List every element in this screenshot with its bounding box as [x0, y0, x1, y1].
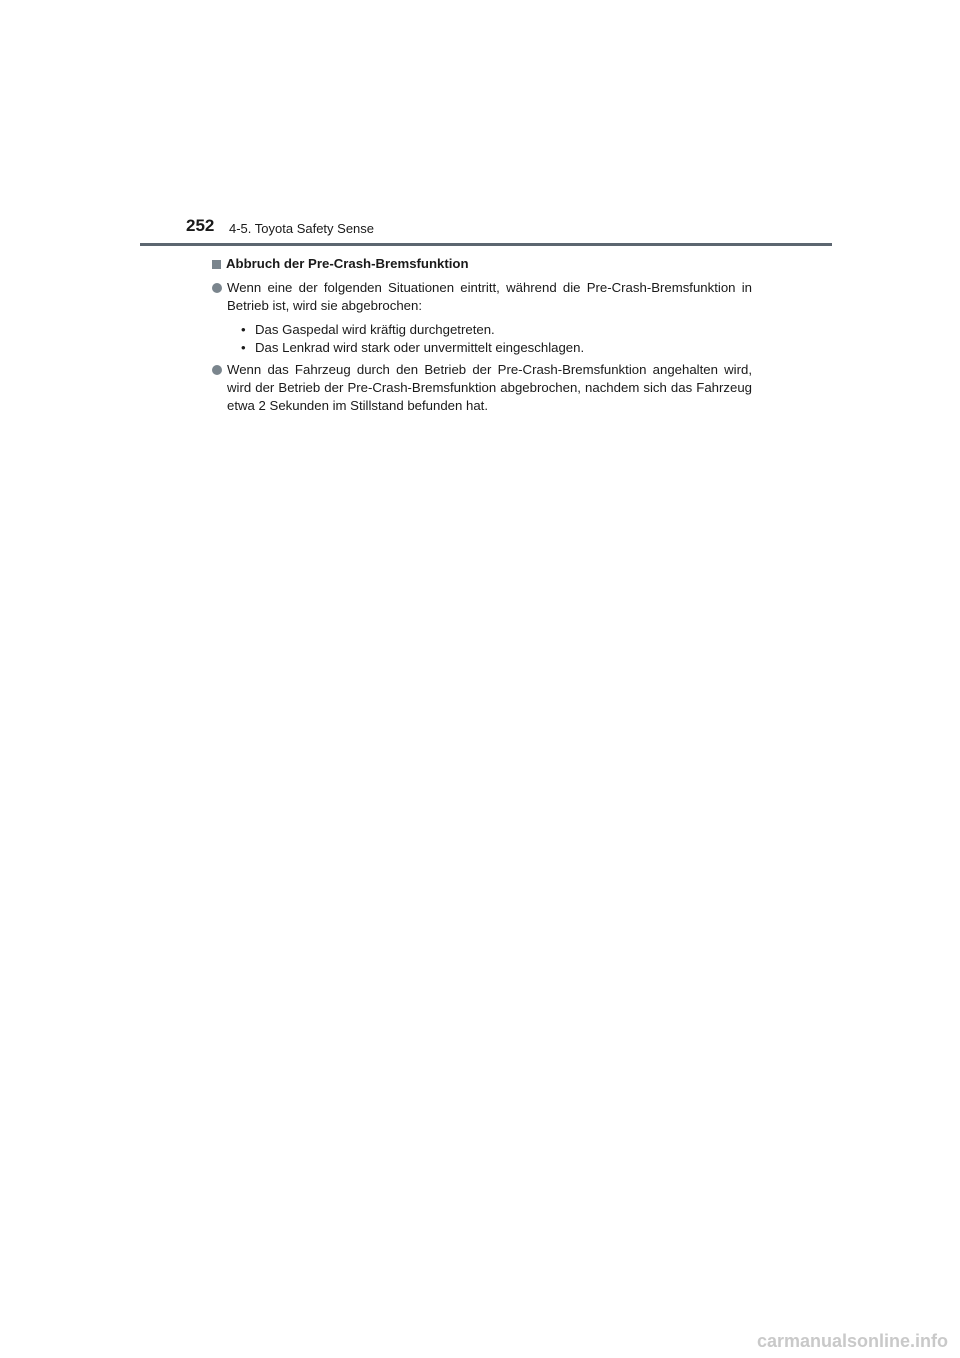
square-bullet-icon: [212, 260, 221, 269]
content: [212, 255, 752, 415]
sub-list-item: [241, 339, 752, 357]
dot-marker-icon: •: [241, 340, 246, 355]
page-number: 252: [186, 216, 215, 235]
circle-bullet-icon: [212, 365, 222, 375]
bullet-item: [212, 279, 752, 315]
watermark: carmanualsonline.info: [756, 1331, 948, 1351]
bullet-text: Wenn das Fahrzeug durch den Betrieb der Pre-Crash-Bremsfunktion angehalten wird, wird der Betrieb der Pre-Crash-Bremsfunktion abgebrochen, nachdem sich das Fahrzeug etwa 2 Sekunden im Stillstand befunden hat.: [227, 362, 752, 413]
section-heading: [212, 255, 752, 273]
sub-list-item-text: Das Lenkrad wird stark oder unvermittelt eingeschlagen.: [255, 340, 585, 355]
sub-list: [212, 321, 752, 357]
section-heading-text: Abbruch der Pre-Crash-Bremsfunktion: [226, 256, 469, 271]
circle-bullet-icon: [212, 283, 222, 293]
dot-marker-icon: •: [241, 322, 246, 337]
section-title: 4-5. Toyota Safety Sense: [229, 221, 375, 236]
header-rule: [140, 243, 832, 246]
sub-list-item-text: Das Gaspedal wird kräftig durchgetreten.: [255, 322, 495, 337]
sub-list-item: [241, 321, 752, 339]
bullet-item: [212, 361, 752, 415]
bullet-text: Wenn eine der folgenden Situationen eintritt, während die Pre-Crash-Bremsfunktion in Betrieb ist, wird sie abgebrochen:: [227, 280, 752, 313]
